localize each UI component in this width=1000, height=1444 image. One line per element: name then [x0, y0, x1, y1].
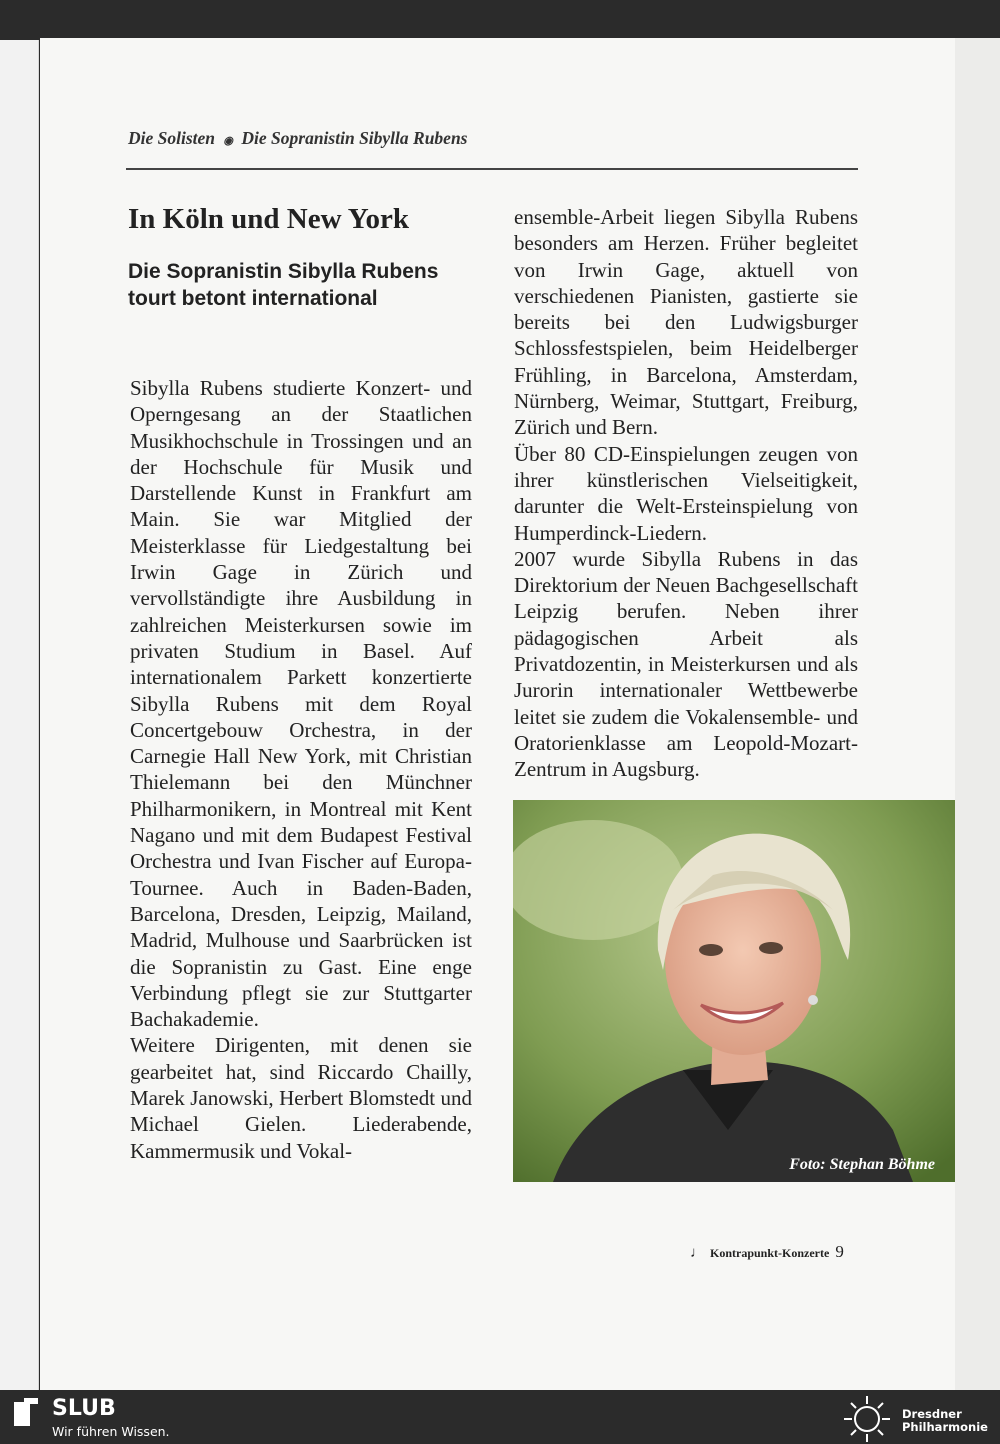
right-column [514, 204, 858, 783]
partner-line-1: Dresdner [902, 1407, 962, 1421]
partner-name [902, 1408, 988, 1434]
running-head-separator-icon: ◉ [223, 135, 234, 147]
page-footer [690, 1242, 844, 1262]
running-head-section: Die Solisten [128, 128, 216, 148]
article-subtitle: Die Sopranistin Sibylla Rubens tourt betont international [128, 260, 439, 310]
facing-page-edge [0, 40, 39, 1390]
portrait-image [513, 800, 955, 1182]
dresdner-philharmonie-logo-icon [842, 1394, 892, 1444]
running-head-subject: Die Sopranistin Sibylla Rubens [241, 128, 468, 148]
paragraph: Sibylla Rubens studierte Konzert- und Operngesang an der Staatlichen Musikhochschule in Trossingen und an der Hochschule für Musik und Darstellende Kunst in Frankfurt am Main. Sie war Mitglied der Meisterklasse für Liedgestaltung bei Irwin Gage in Zürich und vervollständigte ihre Ausbildung in zahlreichen Meisterkursen sowie im privaten Studium in Basel. Auf internationalem Parkett konzertierte Sibylla Rubens mit dem Royal Concertgebouw Orchestra, in der Carnegie Hall New York, mit Christian Thielemann bei den Münchner Philharmonikern, in Montreal mit Kent Nagano und mit dem Budapest Festival Orchestra und Ivan Fischer auf Europa-Tournee. Auch in Baden-Baden, Barcelona, Dresden, Leipzig, Mailand, Madrid, Mulhouse und Saarbrücken ist die Sopranistin zu Gast. Eine enge Verbindung pflegt sie zur Stuttgarter Bachakademie. [130, 376, 472, 1032]
slub-tagline: Wir führen Wissen. [52, 1424, 170, 1439]
running-head [128, 128, 468, 149]
page-number: 9 [835, 1242, 844, 1261]
portrait-photo [513, 800, 955, 1182]
header-rule [126, 168, 858, 170]
photo-credit: Foto: Stephan Böhme [789, 1156, 935, 1173]
partner-line-2: Philharmonie [902, 1420, 988, 1434]
publication-name: Kontrapunkt-Konzerte [710, 1246, 830, 1260]
paragraph: Weitere Dirigenten, mit denen sie gearbeitet hat, sind Riccardo Chailly, Marek Janowski, Herbert Blomstedt und Michael Gielen. Liederabende, Kammermusik und Vokal- [130, 1033, 472, 1163]
slub-name: SLUB [52, 1396, 116, 1421]
document-page [40, 38, 955, 1390]
left-column [130, 375, 472, 1164]
bottom-bar [0, 1390, 1000, 1443]
paragraph: 2007 wurde Sibylla Rubens in das Direktorium der Neuen Bachgesellschaft Leipzig berufen. Neben ihrer pädagogischen Arbeit als Privatdozentin, in Meisterkursen und als Jurorin internationaler Wettbewerbe leitet sie zudem die Vokalensemble- und Oratorienklasse am Leopold-Mozart-Zentrum in Augsburg. [514, 546, 858, 782]
paragraph: ensemble-Arbeit liegen Sibylla Rubens besonders am Herzen. Früher begleitet von Irwin Gage, aktuell von verschiedenen Pianisten, gastierte sie bereits bei den Ludwigsburger Schlossfestspielen, beim Heidelberger Frühling, in Barcelona, Amsterdam, Nürnberg, Weimar, Stuttgart, Freiburg, Zürich und Bern. [514, 205, 858, 440]
slub-logo-icon [14, 1398, 38, 1428]
page-margin [955, 38, 1000, 1390]
paragraph: Über 80 CD-Einspielungen zeugen von ihrer künstlerischen Vielseitigkeit, darunter die Welt-Ersteinspielung von Humperdinck-Liedern. [514, 441, 858, 545]
article-title: In Köln und New York [128, 203, 409, 235]
musical-note-icon: ♩ [690, 1245, 705, 1261]
